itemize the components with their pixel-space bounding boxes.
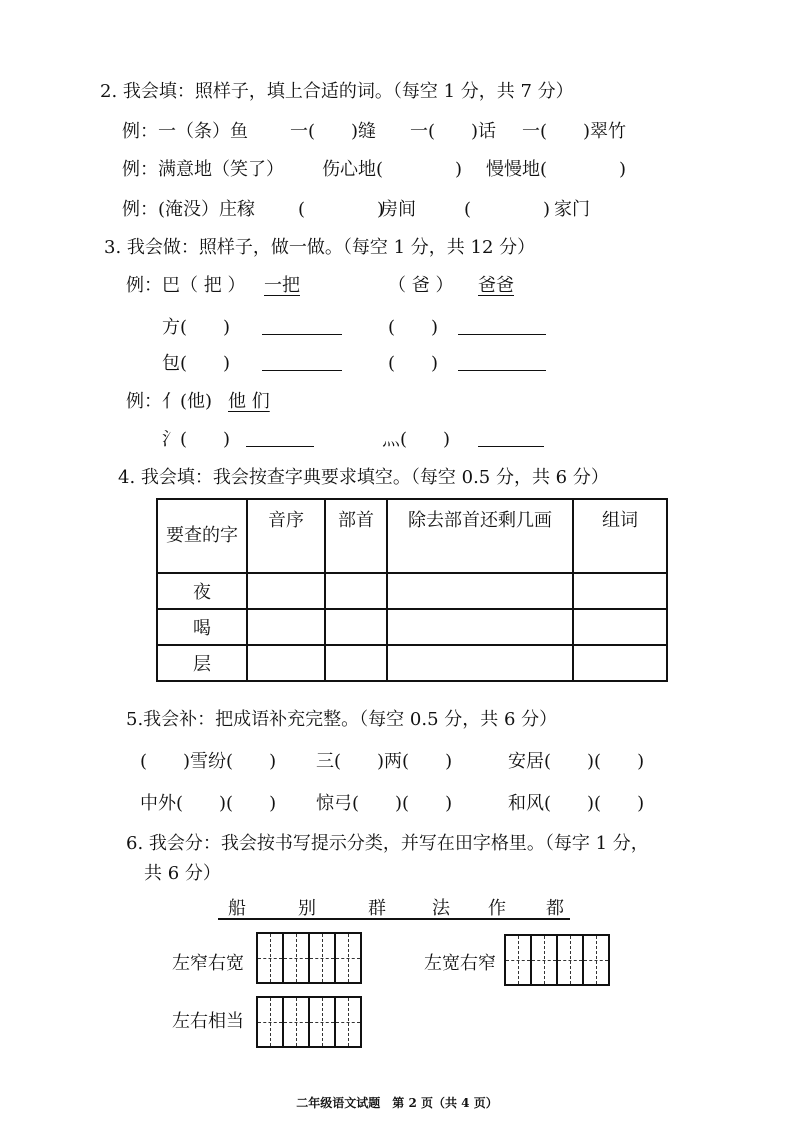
- grid-cell[interactable]: [336, 932, 362, 984]
- tianzige-grid[interactable]: [504, 934, 610, 986]
- q3-title: 3. 我会做：照样子，做一做。（每空 1 分，共 12 分）: [104, 237, 536, 258]
- q5-title: 5.我会补：把成语补充完整。（每空 0.5 分，共 6 分）: [126, 709, 558, 730]
- answer-line: [458, 370, 546, 371]
- q2-row3-word: 房间: [380, 199, 416, 220]
- q3-example1: 例：巴（ 把 ）: [126, 275, 246, 296]
- dictionary-table: [156, 498, 668, 682]
- header-cell: 部首: [325, 499, 387, 573]
- idiom-item: 安居( )( ): [508, 751, 645, 772]
- q3-example1-answer: 一把: [264, 275, 300, 296]
- q2-row3-blank: ( ): [298, 199, 385, 220]
- answer-line: [262, 370, 342, 371]
- q3-water-radical: 氵( ): [162, 429, 231, 450]
- category-label: 左宽右窄: [424, 953, 496, 974]
- answer-cell[interactable]: [573, 609, 667, 645]
- q3-example2: 例：亻(他): [126, 391, 213, 412]
- answer-line: [262, 334, 342, 335]
- char-cell: 层: [157, 645, 247, 681]
- q2-row3-word: 家门: [554, 199, 590, 220]
- grid-cell[interactable]: [310, 996, 336, 1048]
- q2-title: 2. 我会填：照样子，填上合适的词。（每空 1 分，共 7 分）: [100, 81, 574, 102]
- table-row: [157, 645, 667, 681]
- category-label: 左窄右宽: [172, 953, 244, 974]
- q3-example1-answer2: 爸爸: [478, 275, 514, 296]
- q6-title-cont: 共 6 分）: [144, 863, 221, 884]
- header-cell: 音序: [247, 499, 325, 573]
- answer-cell[interactable]: [573, 645, 667, 681]
- answer-cell[interactable]: [573, 573, 667, 609]
- tianzige-grid[interactable]: [256, 996, 362, 1048]
- char-cell: 夜: [157, 573, 247, 609]
- grid-cell[interactable]: [504, 934, 532, 986]
- character-list: [218, 894, 570, 920]
- answer-cell[interactable]: [325, 609, 387, 645]
- idiom-item: 中外( )( ): [140, 793, 277, 814]
- grid-cell[interactable]: [310, 932, 336, 984]
- char: 作: [488, 898, 506, 919]
- char: 群: [368, 898, 386, 919]
- grid-cell[interactable]: [336, 996, 362, 1048]
- answer-cell[interactable]: [247, 573, 325, 609]
- q3-paren: ( ): [388, 317, 439, 338]
- answer-line: [246, 446, 314, 447]
- idiom-item: 和风( )( ): [508, 793, 645, 814]
- idiom-item: 惊弓( )( ): [316, 793, 453, 814]
- answer-cell[interactable]: [325, 573, 387, 609]
- q3-paren: ( ): [388, 353, 439, 374]
- answer-cell[interactable]: [387, 645, 573, 681]
- answer-cell[interactable]: [247, 609, 325, 645]
- q2-row3-blank: ( ): [464, 199, 551, 220]
- char: 船: [228, 898, 246, 919]
- answer-cell[interactable]: [387, 573, 573, 609]
- grid-cell[interactable]: [284, 932, 310, 984]
- q3-fang-item: 方( ): [162, 317, 231, 338]
- answer-line: [478, 446, 544, 447]
- q3-fire-radical: 灬( ): [382, 429, 451, 450]
- q3-bao-item: 包( ): [162, 353, 231, 374]
- q2-row1-example: 例：一（条）鱼: [122, 121, 248, 142]
- answer-cell[interactable]: [387, 609, 573, 645]
- idiom-item: ( )雪纷( ): [140, 751, 277, 772]
- q2-row1-item: 一( )翠竹: [522, 121, 627, 142]
- category-label: 左右相当: [172, 1011, 244, 1032]
- grid-cell[interactable]: [284, 996, 310, 1048]
- tianzige-grid[interactable]: [256, 932, 362, 984]
- table-row: [157, 609, 667, 645]
- page-footer: 二年级语文试题 第 2 页（共 4 页）: [296, 1096, 498, 1110]
- grid-cell[interactable]: [558, 934, 584, 986]
- header-cell: 组词: [573, 499, 667, 573]
- table-row: [157, 573, 667, 609]
- header-cell: 要查的字: [157, 499, 247, 573]
- char: 法: [432, 898, 450, 919]
- char: 都: [546, 898, 564, 919]
- answer-cell[interactable]: [325, 645, 387, 681]
- q2-row2-example: 例：满意地（笑了）: [122, 159, 284, 180]
- char: 别: [298, 898, 316, 919]
- q6-title: 6. 我会分：我会按书写提示分类，并写在田字格里。（每字 1 分，: [126, 833, 649, 854]
- q2-row1-item: 一( )缝: [290, 121, 377, 142]
- q4-title: 4. 我会填：我会按查字典要求填空。（每空 0.5 分，共 6 分）: [118, 467, 609, 488]
- q2-row2-item: 伤心地( ): [322, 159, 463, 180]
- idiom-item: 三( )两( ): [316, 751, 453, 772]
- q2-row2-item: 慢慢地( ): [486, 159, 627, 180]
- grid-cell[interactable]: [256, 996, 284, 1048]
- char-cell: 喝: [157, 609, 247, 645]
- q2-row1-item: 一( )话: [410, 121, 497, 142]
- q3-example2-answer: 他 们: [228, 391, 270, 412]
- grid-cell[interactable]: [256, 932, 284, 984]
- q2-row3-example: 例：(淹没）庄稼: [122, 199, 256, 220]
- answer-line: [458, 334, 546, 335]
- answer-cell[interactable]: [247, 645, 325, 681]
- q3-example1-mid: （ 爸 ）: [388, 275, 454, 296]
- header-cell: 除去部首还剩几画: [387, 499, 573, 573]
- grid-cell[interactable]: [584, 934, 610, 986]
- grid-cell[interactable]: [532, 934, 558, 986]
